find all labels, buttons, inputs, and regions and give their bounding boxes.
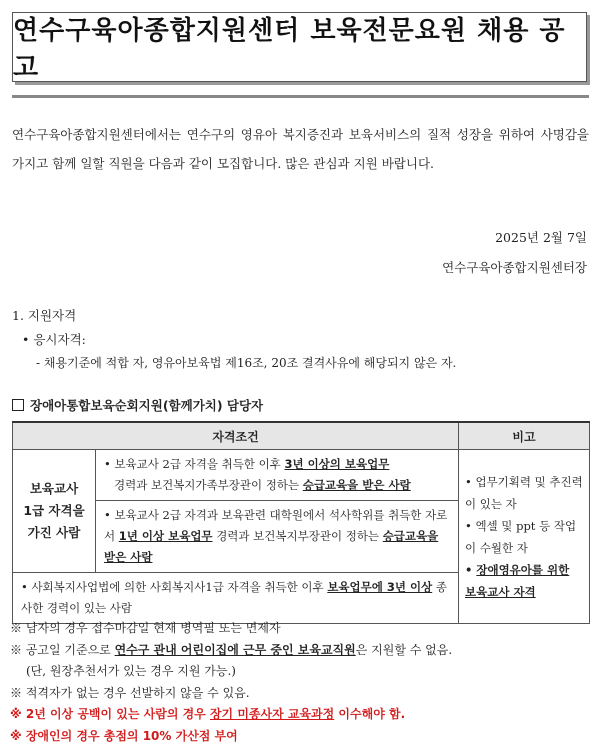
note-restriction-a: ※ 공고일 기준으로	[10, 642, 115, 657]
note-cell	[459, 450, 590, 624]
issuer: 연수구육아종합지원센터장	[442, 260, 587, 275]
cond1-b: 3년 이상의 보육업무	[284, 457, 390, 471]
page-title: 연수구육아종합지원센터 보육전문요원 채용 공고	[12, 12, 587, 82]
cond1-a: • 보육교사 2급 자격을 취득한 이후	[104, 457, 285, 471]
condition-1	[96, 450, 459, 501]
row-label-line2: 1급 자격을	[23, 503, 85, 518]
cond1-d: 승급교육을 받은 사람	[302, 478, 411, 492]
section-bullet: • 응시자격:	[22, 332, 86, 347]
note-3-text: 장애영유아를 위한 보육교사 자격	[465, 562, 570, 599]
condition-3	[13, 573, 459, 624]
cond1-c: 경력과 보건복지가족부장관이 정하는	[114, 478, 303, 492]
intro-paragraph: 연수구육아종합지원센터에서는 연수구의 영유아 복지증진과 보육서비스의 질적 성장을 위하여 사명감을 가지고 함께 일할 직원을 다음과 같이 모집합니다. 많은 관심과 지원 바랍니다.	[12, 127, 589, 171]
announcement-date: 2025년 2월 7일	[495, 230, 587, 245]
cond2-c: 경력과 보건복지부장관이 정하는	[212, 529, 383, 543]
checkbox-square-icon	[12, 399, 24, 411]
position-heading	[12, 396, 263, 414]
condition-2	[96, 501, 459, 573]
notes-list	[10, 618, 595, 747]
note-3	[465, 559, 583, 603]
header-condition: 자격조건	[13, 422, 459, 450]
cond3-b: 보육업무에 3년 이상	[327, 580, 433, 594]
note-military: ※ 남자의 경우 접수마감일 현재 병역필 또는 면제자	[10, 621, 281, 635]
note-blank-c: 이수해야 함.	[334, 707, 406, 721]
row-label-line1: 보육교사	[29, 481, 79, 496]
cond2-b: 1년 이상 보육업무	[118, 529, 213, 543]
note-blank-b: 장기 미종사자 교육과정	[209, 707, 335, 721]
note-blank-period	[10, 704, 595, 726]
section-heading: 1. 지원자격	[12, 308, 77, 323]
section-detail: - 채용기준에 적합 자, 영유아보육법 제16조, 20조 결격사유에 해당되지 않은 자.	[36, 356, 457, 370]
note-restriction-c: 은 지원할 수 없음.	[355, 642, 453, 657]
note-1: • 업무기획력 및 추진력이 있는 자	[465, 474, 583, 511]
cond3-a: • 사회복지사업법에 의한 사회복지사1급 자격을 취득한 이후	[21, 580, 328, 594]
row-label	[13, 450, 96, 573]
cond2-a: • 보육교사 2급 자격과 보육관련 대학원에서 석사학위를 취득한 자로서	[104, 508, 448, 543]
cond3-c: 종사한 경력이 있는 사람	[21, 580, 447, 615]
note-3-bullet: •	[465, 562, 477, 577]
position-heading-text: 장애아통합보육순회지원(함께가치) 담당자	[30, 398, 264, 413]
cond2-d: 승급교육을 받은 사람	[104, 529, 439, 564]
row-label-line3: 가진 사람	[27, 525, 81, 540]
note-blank-a: ※ 2년 이상 공백이 있는 사람의 경우	[10, 707, 210, 721]
qualification-table	[12, 421, 590, 624]
note-exception: (단, 원장추천서가 있는 경우 지원 가능.)	[26, 664, 236, 678]
note-restriction	[10, 640, 595, 662]
header-note: 비고	[459, 422, 590, 450]
note-2: • 엑셀 및 ppt 등 작업이 수월한 자	[465, 518, 577, 555]
note-restriction-b: 연수구 관내 어린이집에 근무 중인 보육교직원	[114, 642, 356, 657]
note-disability-bonus: ※ 장애인의 경우 총점의 10% 가산점 부여	[10, 728, 238, 743]
note-no-selection: ※ 적격자가 없는 경우 선발하지 않을 수 있음.	[10, 685, 250, 700]
title-divider	[12, 95, 589, 98]
